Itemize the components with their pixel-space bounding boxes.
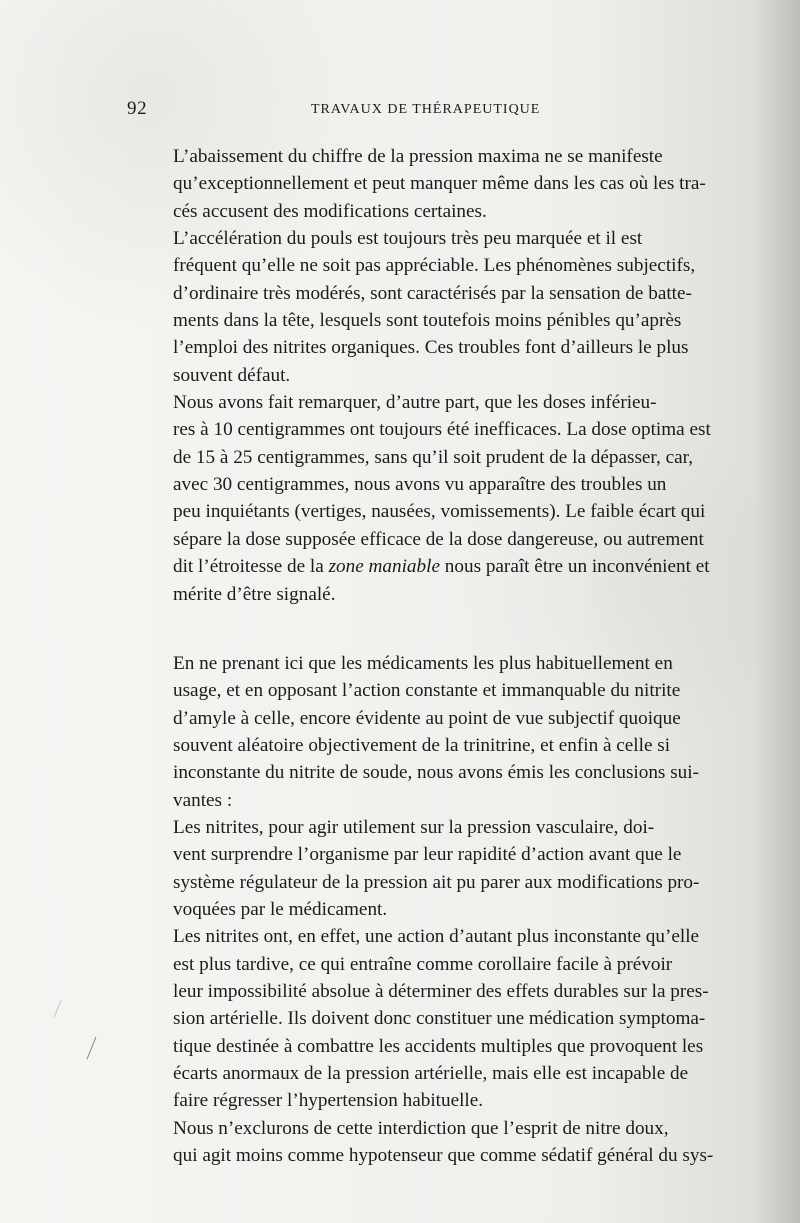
text-fragment: nous paraît être un inconvénient et xyxy=(444,556,710,578)
text-line: vent surprendre l’organisme par leur rapidité d’action avant que le xyxy=(173,844,682,866)
page-header xyxy=(119,98,729,124)
scan-mark xyxy=(54,1000,62,1017)
text-line: avec 30 centigrammes, nous avons vu apparaître des troubles un xyxy=(173,474,667,496)
running-head: TRAVAUX DE THÉRAPEUTIQUE xyxy=(311,102,541,117)
text-line-with-italic xyxy=(133,553,728,580)
text-line: souvent aléatoire objectivement de la trinitrine, et enfin à celle si xyxy=(173,734,671,756)
text-line: fréquent qu’elle ne soit pas appréciable. Les phénomènes subjectifs, xyxy=(173,255,696,277)
text-line: Les nitrites ont, en effet, une action d’autant plus inconstante qu’elle xyxy=(173,926,700,948)
text-line: voquées par le médicament. xyxy=(173,898,388,920)
text-line: d’ordinaire très modérés, sont caractérisés par la sensation de batte- xyxy=(173,282,692,304)
paragraph-conclusions-intro xyxy=(133,650,728,814)
text-line: qui agit moins comme hypotenseur que comme sédatif général du sys- xyxy=(173,1145,714,1167)
text-line: l’emploi des nitrites organiques. Ces troubles font d’ailleurs le plus xyxy=(173,337,689,359)
text-line: res à 10 centigrammes ont toujours été inefficaces. La dose optima est xyxy=(173,419,711,441)
text-line: cés accusent des modifications certaines. xyxy=(173,200,487,222)
text-line: Les nitrites, pour agir utilement sur la pression vasculaire, doi- xyxy=(173,816,655,838)
text-line: usage, et en opposant l’action constante et immanquable du nitrite xyxy=(173,680,681,702)
text-line: peu inquiétants (vertiges, nausées, vomissements). Le faible écart qui xyxy=(173,501,706,523)
body-text xyxy=(133,143,728,1169)
text-line: leur impossibilité absolue à déterminer des effets durables sur la pres- xyxy=(173,980,709,1002)
paragraph-pulse xyxy=(133,225,728,389)
text-line: L’accélération du pouls est toujours très peu marquée et il est xyxy=(173,228,643,250)
text-line: inconstante du nitrite de soude, nous avons émis les conclusions sui- xyxy=(173,762,699,784)
text-line: faire régresser l’hypertension habituelle. xyxy=(173,1090,484,1112)
text-line: de 15 à 25 centigrammes, sans qu’il soit prudent de la dépasser, car, xyxy=(173,446,694,468)
paragraph-blood-pressure xyxy=(133,143,728,225)
text-line: mérite d’être signalé. xyxy=(173,583,336,605)
text-line: qu’exceptionnellement et peut manquer même dans les cas où les tra- xyxy=(173,173,706,195)
text-line: Nous n’exclurons de cette interdiction que l’esprit de nitre doux, xyxy=(173,1117,669,1139)
text-line: d’amyle à celle, encore évidente au point de vue subjectif quoique xyxy=(173,707,681,729)
text-line: tique destinée à combattre les accidents multiples que provoquent les xyxy=(173,1035,704,1057)
text-line: L’abaissement du chiffre de la pression maxima ne se manifeste xyxy=(173,146,663,167)
text-line: vantes : xyxy=(173,789,233,811)
paragraph-exclusion xyxy=(133,1115,728,1170)
page-number: 92 xyxy=(127,98,148,119)
text-line: sépare la dose supposée efficace de la dose dangereuse, ou autrement xyxy=(173,528,704,550)
paragraph-conclusion-one xyxy=(133,814,728,923)
text-line: En ne prenant ici que les médicaments les plus habituellement en xyxy=(173,652,673,674)
text-line: est plus tardive, ce qui entraîne comme corollaire facile à prévoir xyxy=(173,953,673,975)
paragraph-conclusion-two xyxy=(133,923,728,1114)
page-edge-shadow xyxy=(754,0,800,1223)
text-line: système régulateur de la pression ait pu parer aux modifications pro- xyxy=(173,871,700,893)
text-line: Nous avons fait remarquer, d’autre part, que les doses inférieu- xyxy=(173,392,657,414)
text-line: sion artérielle. Ils doivent donc constituer une médication symptoma- xyxy=(173,1008,706,1030)
text-line: souvent défaut. xyxy=(173,364,291,386)
italic-term: zone maniable xyxy=(328,556,440,578)
text-fragment: dit l’étroitesse de la xyxy=(173,556,324,578)
scan-mark xyxy=(87,1037,97,1060)
text-line: écarts anormaux de la pression artérielle, mais elle est incapable de xyxy=(173,1063,689,1084)
text-line: ments dans la tête, lesquels sont toutefois moins pénibles qu’après xyxy=(173,310,682,332)
paragraph-doses xyxy=(133,389,728,608)
